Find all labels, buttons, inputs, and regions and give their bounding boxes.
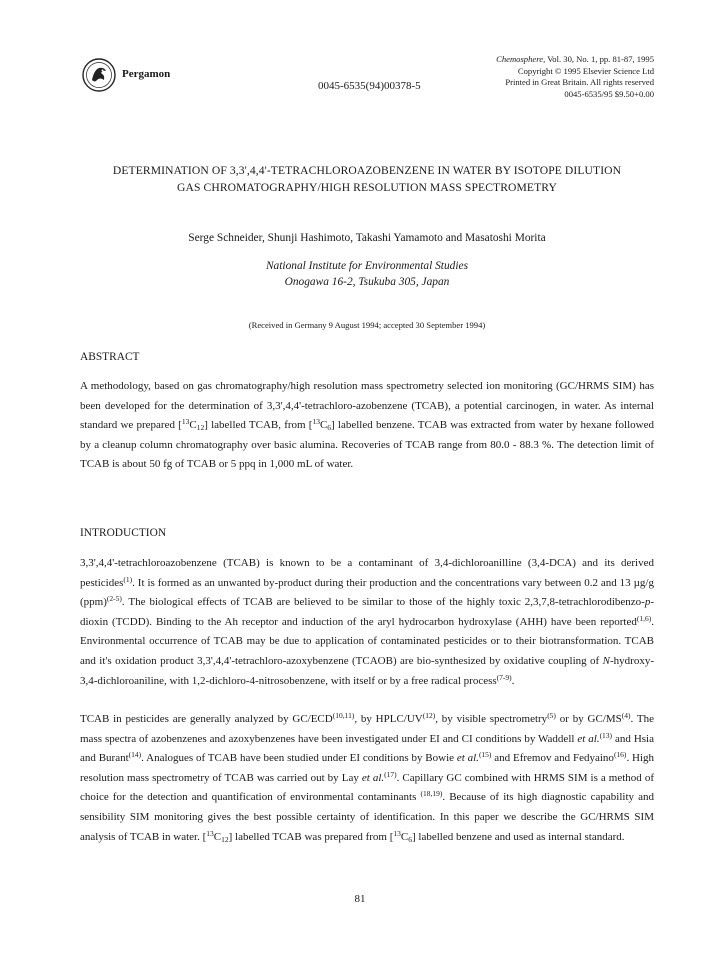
price-code: 0045-6535/95 $9.50+0.00 — [564, 88, 654, 99]
journal-info — [496, 54, 654, 100]
publisher-name: Pergamon — [122, 68, 171, 80]
issn-code: 0045-6535(94)00378-5 — [318, 80, 421, 92]
abstract-text: A methodology, based on gas chromatography/high resolution mass spectrometry selected ion monitoring (GC/HRMS SIM) has been developed for the determination of 3,3',4,4'-tetrachloro-azobenzene (TCAB), a potential carcinogen, in water. As internal standard we prepared $[^{13}C_{12}]$ labelled TCAB, from $[^{13}C_6]$ labelled benzene. TCAB was extracted from water by hexane followed by a cleanup column chromatography over basic alumina. Recoveries of TCAB range from 80.0 - 88.3 %. The detection limit of TCAB is about 50 fg of TCAB or 5 ppq in 1,000 mL of water. — [80, 380, 654, 471]
journal-volume: , Vol. 30, No. 1, pp. 81-87, 1995 — [543, 54, 654, 64]
received-dates: (Received in Germany 9 August 1994; accepted 30 September 1994) — [248, 320, 486, 330]
page-number: 81 — [354, 893, 366, 905]
printed-line: Printed in Great Britain. All rights reserved — [505, 77, 654, 88]
institute-address: Onogawa 16-2, Tsukuba 305, Japan — [284, 276, 450, 288]
journal-name: Chemosphere — [496, 54, 544, 64]
title-line: GAS CHROMATOGRAPHY/HIGH RESOLUTION MASS SPECTROMETRY — [177, 181, 557, 194]
introduction-paragraph-1: 3,3',4,4'-tetrachloroazobenzene (TCAB) is known to be a contaminant of 3,4-dichloroanilline (3,4-DCA) and its derived pesticides$^{(1)}$. It is formed as an unwanted by-product during their production and the concentrations vary between 0.2 and 13 µg/g (ppm)$^{(2-5)}$. The biological effects of TCAB are believed to be similar to those of the highly toxic 2,3,7,8-tetrachlorodibenzo-p-dioxin (TCDD). Binding to the Ah receptor and induction of the aryl hydrocarbon hydroxylase (AHH) have been reported$^{(1,6)}$. Environmental occurrence of TCAB may be due to application of contaminated pesticides or to their biotransformation. TCAB and it's oxidation product 3,3',4,4'-tetrachloro-azoxybenzene (TCAOB) are bio-synthesized by oxidative coupling of N-hydroxy-3,4-dichloroaniline, with 1,2-dichloro-4-nitrosobenzene, with itself or by a free radical process$^{(7-9)}$. — [80, 557, 654, 687]
introduction-heading: INTRODUCTION — [80, 527, 167, 539]
affiliation — [80, 258, 654, 290]
title-line: DETERMINATION OF 3,3',4,4'-TETRACHLOROAZOBENZENE IN WATER BY ISOTOPE DILUTION — [112, 164, 622, 177]
copyright-line: Copyright © 1995 Elsevier Science Ltd — [517, 65, 654, 76]
journal-citation — [496, 54, 654, 66]
abstract-heading: ABSTRACT — [80, 351, 140, 363]
pergamon-logo — [82, 58, 116, 92]
article-title — [80, 162, 654, 196]
institute-name: National Institute for Environmental Studies — [265, 260, 469, 272]
author-list: Serge Schneider, Shunji Hashimoto, Takashi Yamamoto and Masatoshi Morita — [188, 232, 546, 244]
introduction-paragraph-2: TCAB in pesticides are generally analyzed by GC/ECD$^{(10,11)}$, by HPLC/UV$^{(12)}$, by visible spectrometry$^{(5)}$ or by GC/MS$^{(4)}$. The mass spectra of azobenzenes and azoxybenzenes have been investigated under EI and CI conditions by Waddell et al.$^{(13)}$ and Hsia and Burant$^{(14)}$. Analogues of TCAB have been studied under EI conditions by Bowie et al.$^{(15)}$ and Efremov and Fedyaino$^{(16)}$. High resolution mass spectrometry of TCAB was carried out by Lay et al.$^{(17)}$. Capillary GC combined with HRMS SIM is a method of choice for the detection and quantification of environmental contaminants $^{(18,19)}$. Because of its high diagnostic capability and sensibility SIM monitoring gives the best possible certainty of identification. In this paper we describe the GC/HRMS SIM analysis of TCAB in water. $[^{13}C_{12}]$ labelled TCAB was prepared from $[^{13}C_6]$ labelled benzene and used as internal standard. — [80, 711, 655, 844]
